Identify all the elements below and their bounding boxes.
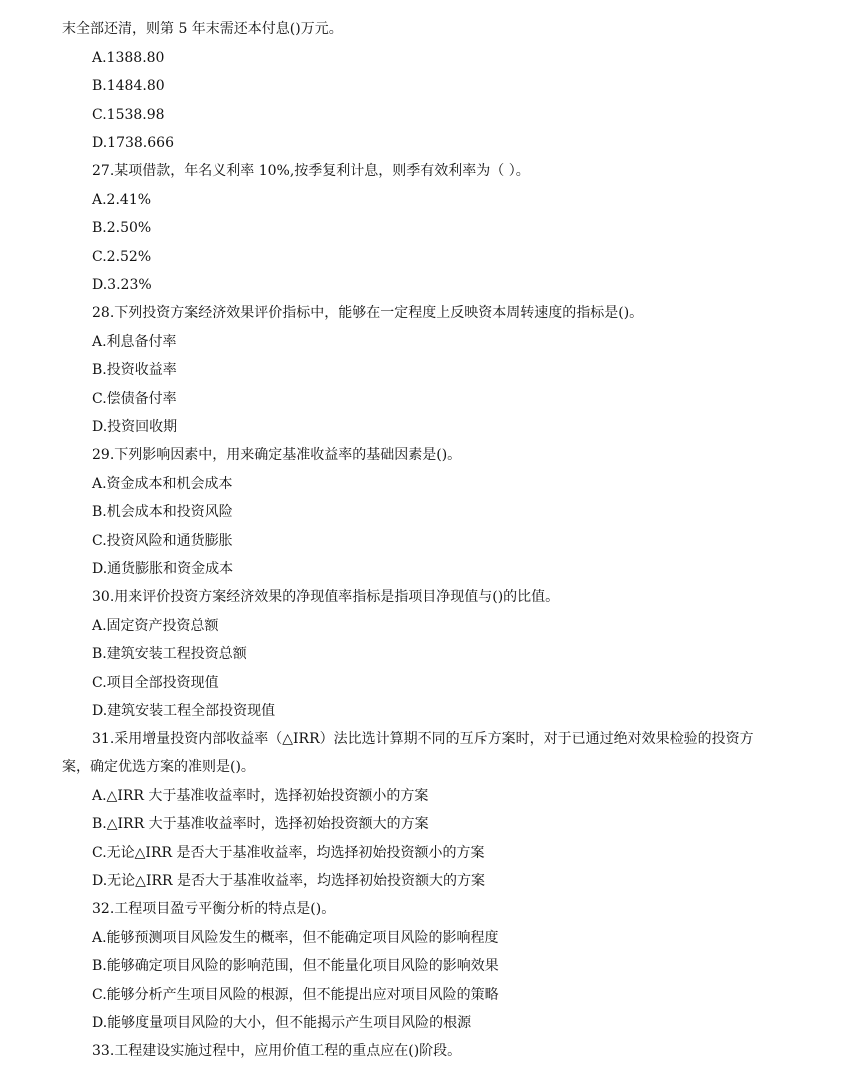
q31-option-b: B.△IRR 大于基准收益率时，选择初始投资额大的方案 bbox=[92, 816, 429, 832]
q31-option-c: C.无论△IRR 是否大于基准收益率，均选择初始投资额小的方案 bbox=[92, 845, 485, 861]
q27-option-a: A.2.41% bbox=[92, 192, 152, 208]
q27-option-c: C.2.52% bbox=[92, 249, 152, 265]
q30-option-d: D.建筑安装工程全部投资现值 bbox=[92, 703, 276, 719]
q29-option-d: D.通货膨胀和资金成本 bbox=[92, 561, 234, 577]
q26-option-d: D.1738.666 bbox=[92, 135, 174, 151]
q28-option-a: A.利息备付率 bbox=[92, 334, 177, 350]
q32-option-a: A.能够预测项目风险发生的概率，但不能确定项目风险的影响程度 bbox=[92, 930, 499, 946]
q32-option-b: B.能够确定项目风险的影响范围，但不能量化项目风险的影响效果 bbox=[92, 958, 499, 974]
q30-option-a: A.固定资产投资总额 bbox=[92, 618, 219, 634]
q33-stem: 33.工程建设实施过程中，应用价值工程的重点应在()阶段。 bbox=[92, 1043, 462, 1059]
q27-option-b: B.2.50% bbox=[92, 220, 152, 236]
q31-option-a: A.△IRR 大于基准收益率时，选择初始投资额小的方案 bbox=[92, 788, 429, 804]
q32-option-c: C.能够分析产生项目风险的根源，但不能提出应对项目风险的策略 bbox=[92, 987, 499, 1003]
q30-stem: 30.用来评价投资方案经济效果的净现值率指标是指项目净现值与()的比值。 bbox=[92, 589, 560, 605]
text-line-continuation: 末全部还清，则第 5 年末需还本付息()万元。 bbox=[62, 21, 343, 37]
q31-option-d: D.无论△IRR 是否大于基准收益率，均选择初始投资额大的方案 bbox=[92, 873, 486, 889]
q29-option-a: A.资金成本和机会成本 bbox=[92, 476, 233, 492]
q26-option-b: B.1484.80 bbox=[92, 78, 165, 94]
q30-option-c: C.项目全部投资现值 bbox=[92, 675, 219, 691]
q28-option-d: D.投资回收期 bbox=[92, 419, 178, 435]
q29-stem: 29.下列影响因素中，用来确定基准收益率的基础因素是()。 bbox=[92, 447, 462, 463]
q27-option-d: D.3.23% bbox=[92, 277, 152, 293]
q32-option-d: D.能够度量项目风险的大小，但不能揭示产生项目风险的根源 bbox=[92, 1015, 472, 1031]
q28-option-b: B.投资收益率 bbox=[92, 362, 177, 378]
q32-stem: 32.工程项目盈亏平衡分析的特点是()。 bbox=[92, 901, 336, 917]
q30-option-b: B.建筑安装工程投资总额 bbox=[92, 646, 247, 662]
q28-stem: 28.下列投资方案经济效果评价指标中，能够在一定程度上反映资本周转速度的指标是()。 bbox=[92, 305, 644, 321]
q27-stem: 27.某项借款，年名义利率 10%,按季复利计息，则季有效利率为（ ）。 bbox=[92, 163, 530, 179]
q26-option-a: A.1388.80 bbox=[92, 50, 165, 66]
q29-option-b: B.机会成本和投资风险 bbox=[92, 504, 233, 520]
q31-stem-line-2: 案，确定优选方案的准则是()。 bbox=[62, 759, 255, 775]
q26-option-c: C.1538.98 bbox=[92, 107, 165, 123]
q31-stem-line-1: 31.采用增量投资内部收益率（△IRR）法比选计算期不同的互斥方案时，对于已通过绝对效果检验的投资方 bbox=[92, 731, 754, 747]
q28-option-c: C.偿债备付率 bbox=[92, 391, 177, 407]
q29-option-c: C.投资风险和通货膨胀 bbox=[92, 533, 233, 549]
